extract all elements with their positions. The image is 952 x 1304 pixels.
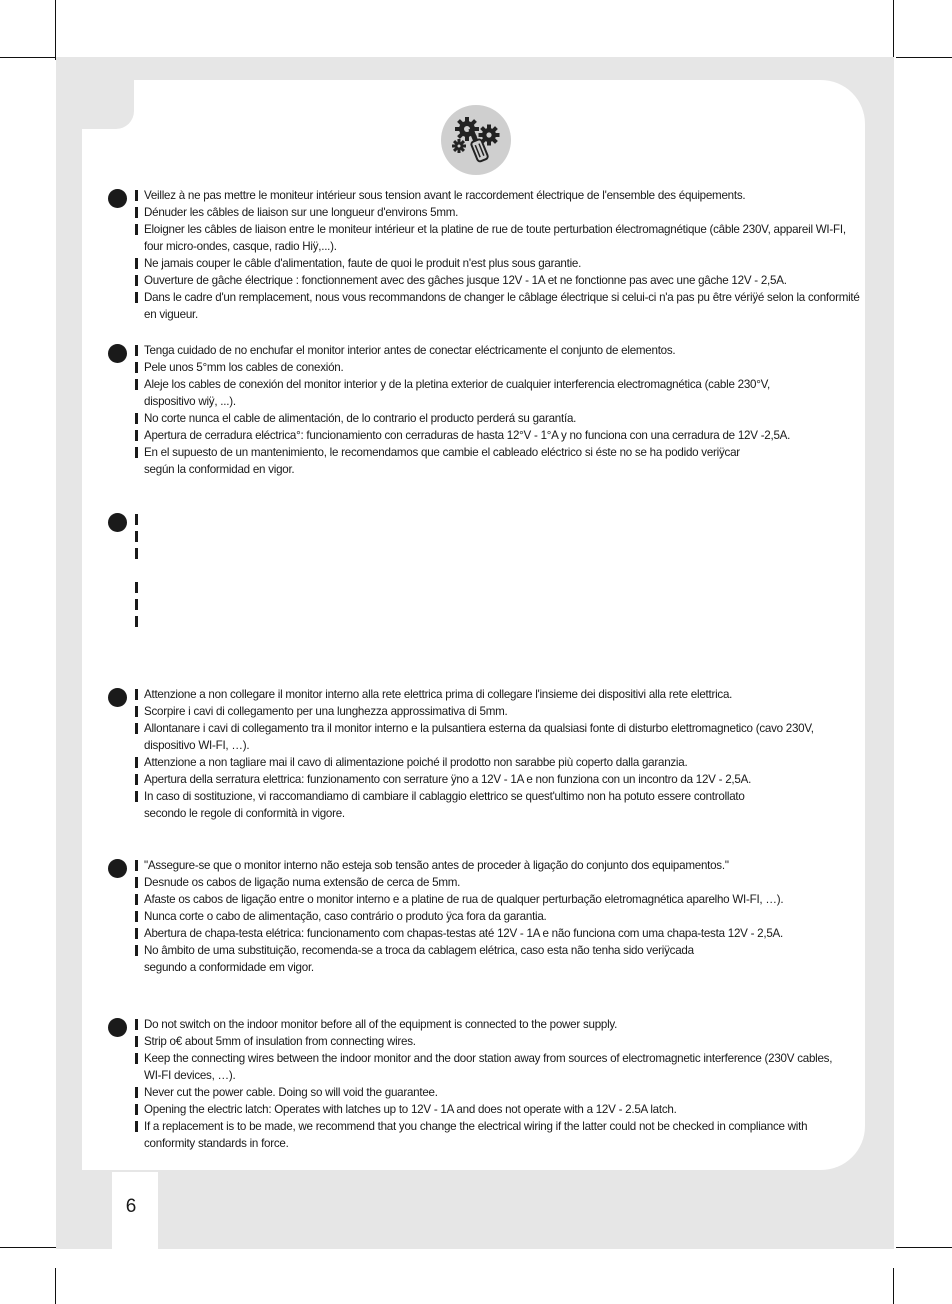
- crop-mark: [0, 1247, 56, 1248]
- instruction-line: Attenzione a non tagliare mai il cavo di alimentazione poiché il prodotto non sarabbe più coperto dalla garanzia.: [135, 754, 875, 771]
- crop-mark: [893, 0, 894, 60]
- instruction-line: Veillez à ne pas mettre le moniteur intérieur sous tension avant le raccordement électrique de l'ensemble des équipements.: [135, 187, 875, 204]
- bullet-dot: [108, 859, 127, 878]
- bullet-dot: [108, 688, 127, 707]
- instruction-line: Ouverture de gâche électrique : fonctionnement avec des gâches jusque 12V - 1A et ne fonctionne pas avec une gâche 12V - 2,5A.: [135, 272, 875, 289]
- instruction-line: Strip o€ about 5mm of insulation from connecting wires.: [135, 1033, 875, 1050]
- instruction-line: En el supuesto de un mantenimiento, le recomendamos que cambie el cableado eléctrico si éste no se ha podido veriÿcar según la conformidad en vigor.: [135, 444, 875, 478]
- instruction-line: Apertura della serratura elettrica: funzionamento con serrature ÿno a 12V - 1A e non funziona con un incontro da 12V - 2,5A.: [135, 771, 875, 788]
- instruction-line: Apertura de cerradura eléctrica°: funcionamiento con cerraduras de hasta 12°V - 1°A y no funciona con una cerradura de 12V -2,5A.: [135, 427, 875, 444]
- instruction-line: No âmbito de uma substituição, recomenda-se a troca da cablagem elétrica, caso esta não tenha sido veriÿcada segundo a conformidade em vigor.: [135, 942, 875, 976]
- page-number: 6: [125, 1196, 137, 1217]
- instruction-line: Aleje los cables de conexión del monitor interior y de la pletina exterior de cualquier interferencia electromagnética (cable 230°V, dispositivo wiÿ, ...).: [135, 376, 875, 410]
- bullet-dot: [108, 513, 127, 532]
- crop-mark: [55, 1268, 56, 1304]
- crop-mark: [893, 1268, 894, 1304]
- instruction-line: [135, 596, 875, 613]
- instruction-line: [135, 613, 875, 630]
- instruction-line: Afaste os cabos de ligação entre o monitor interno e a platine de rua de qualquer perturbação eletromagnética aparelho WI-FI, …).: [135, 891, 875, 908]
- instruction-line: In caso di sostituzione, vi raccomandiamo di cambiare il cablaggio elettrico se quest'ultimo non ha potuto essere controllato secondo le regole di conformità in vigore.: [135, 788, 875, 822]
- bullet-dot: [108, 344, 127, 363]
- instruction-line: If a replacement is to be made, we recommend that you change the electrical wiring if the latter could not be checked in compliance with conformity standards in force.: [135, 1118, 875, 1152]
- instruction-line: Tenga cuidado de no enchufar el monitor interior antes de conectar eléctricamente el conjunto de elementos.: [135, 342, 875, 359]
- crop-mark: [896, 57, 952, 58]
- instruction-line: Desnude os cabos de ligação numa extensão de cerca de 5mm.: [135, 874, 875, 891]
- crop-mark: [55, 0, 56, 60]
- crop-mark: [0, 57, 56, 58]
- instruction-line: Dans le cadre d'un remplacement, nous vous recommandons de changer le câblage électrique si celui-ci n'a pas pu être vériÿé selon la conformité en vigueur.: [135, 289, 875, 323]
- bullet-dot: [108, 189, 127, 208]
- instruction-line: Abertura de chapa-testa elétrica: funcionamento com chapas-testas até 12V - 1A e não funciona com uma chapa-testa 12V - 2,5A.: [135, 925, 875, 942]
- instruction-line: "Assegure-se que o monitor interno não esteja sob tensão antes de proceder à ligação do conjunto dos equipamentos.": [135, 857, 875, 874]
- instruction-line: Dénuder les câbles de liaison sur une longueur d'environs 5mm.: [135, 204, 875, 221]
- instruction-line: Do not switch on the indoor monitor before all of the equipment is connected to the power supply.: [135, 1016, 875, 1033]
- instruction-line: No corte nunca el cable de alimentación, de lo contrario el producto perderá su garantía.: [135, 410, 875, 427]
- instruction-line: [135, 579, 875, 596]
- instruction-line: Ne jamais couper le câble d'alimentation, faute de quoi le produit n'est plus sous garantie.: [135, 255, 875, 272]
- crop-mark: [896, 1247, 952, 1248]
- instruction-line: [135, 528, 875, 545]
- instruction-line: [135, 511, 875, 528]
- instruction-line: Allontanare i cavi di collegamento tra il monitor interno e la pulsantiera esterna da qualsiasi fonte di disturbo elettromagnetico (cavo 230V, dispositivo WI-FI, …).: [135, 720, 875, 754]
- instruction-line: Never cut the power cable. Doing so will void the guarantee.: [135, 1084, 875, 1101]
- instruction-line: Attenzione a non collegare il monitor interno alla rete elettrica prima di collegare l'insieme dei dispositivi alla rete elettrica.: [135, 686, 875, 703]
- instruction-line: Pele unos 5°mm los cables de conexión.: [135, 359, 875, 376]
- instruction-line: Scorpire i cavi di collegamento per una lunghezza approssimativa di 5mm.: [135, 703, 875, 720]
- instruction-line: Eloigner les câbles de liaison entre le moniteur intérieur et la platine de rue de toute perturbation électromagnétique (câble 230V, appareil WI-FI, four micro-ondes, casque, radio Hiÿ,...).: [135, 221, 875, 255]
- corner-notch: [56, 57, 134, 129]
- instruction-line: Opening the electric latch: Operates with latches up to 12V - 1A and does not operate with a 12V - 2.5A latch.: [135, 1101, 875, 1118]
- instruction-line: Nunca corte o cabo de alimentação, caso contrário o produto ÿca fora da garantia.: [135, 908, 875, 925]
- instruction-line: [135, 545, 875, 562]
- instruction-line: Keep the connecting wires between the indoor monitor and the door station away from sources of electromagnetic interference (230V cables, WI-FI devices, …).: [135, 1050, 875, 1084]
- bullet-dot: [108, 1018, 127, 1037]
- gear-screwdriver-icon: [441, 105, 511, 175]
